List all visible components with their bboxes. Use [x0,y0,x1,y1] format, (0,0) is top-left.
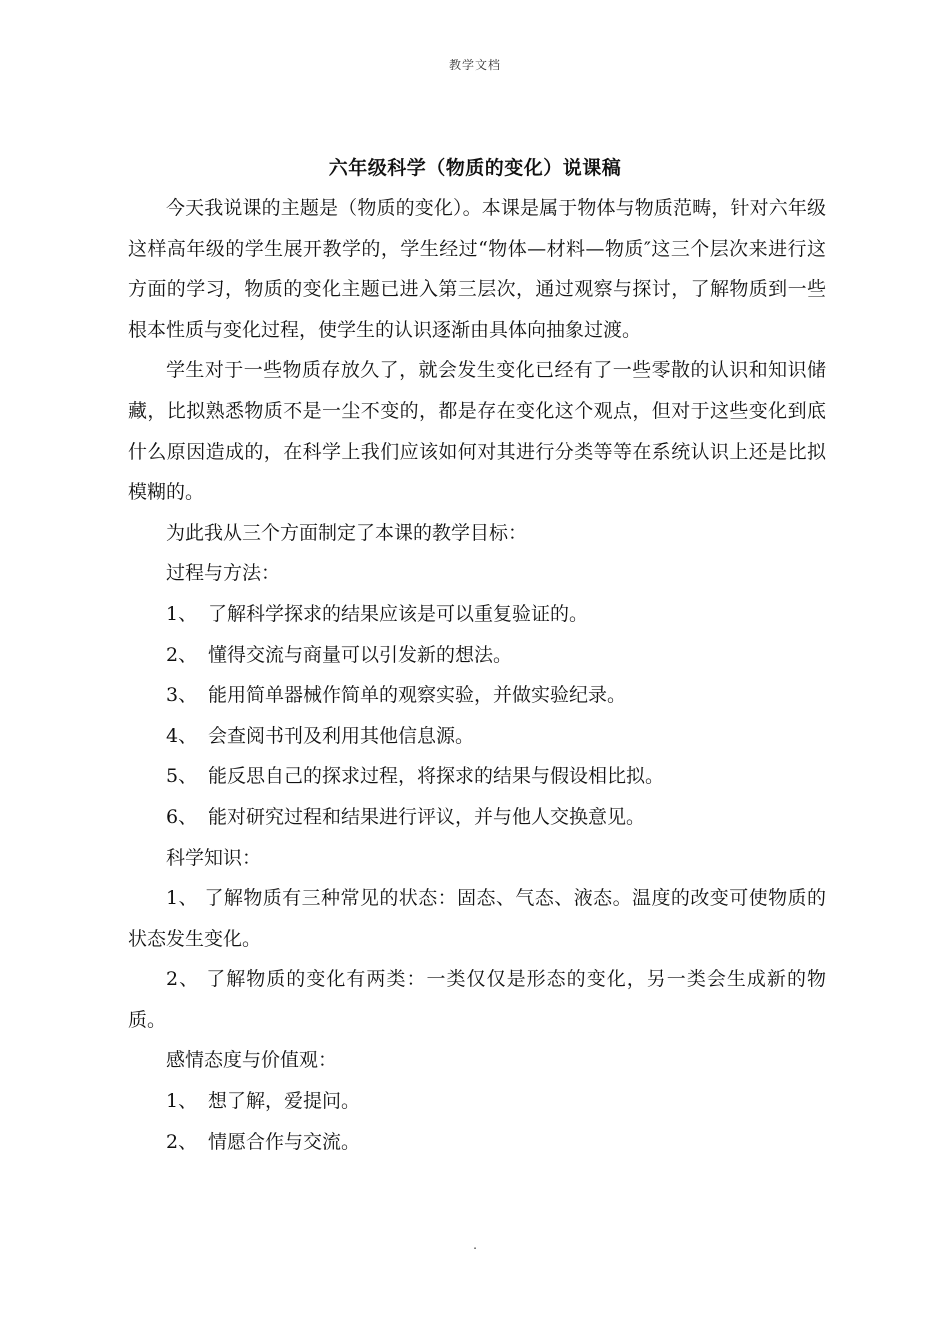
knowledge-item: 2、 了解物质的变化有两类：一类仅仅是形态的变化，另一类会生成新的物质。 [128,968,826,1031]
list-item-number: 5、 [166,765,198,788]
list-item-text: 了解科学探求的结果应该是可以重复验证的。 [208,602,589,625]
list-item [128,675,826,716]
list-item [128,756,826,797]
list-item [128,594,826,635]
section-heading-knowledge: 科学知识： [166,846,262,869]
list-item-number: 2、 [166,643,198,666]
list-item-text: 能反思自己的探求过程，将探求的结果与假设相比拟。 [208,765,665,788]
list-item-text: 能用简单器械作简单的观察实验，并做实验纪录。 [208,684,627,707]
list-item-number: 2、 [166,1130,198,1153]
list-item-number: 3、 [166,684,198,707]
list-item-text: 能对研究过程和结果进行评议，并与他人交换意见。 [208,805,646,828]
document-title: 六年级科学（物质的变化）说课稿 [328,157,622,179]
list-item-number: 6、 [166,805,198,828]
list-item-number: 4、 [166,724,198,747]
list-item-text: 懂得交流与商量可以引发新的想法。 [208,643,513,666]
page-footer-mark: . [473,1238,477,1252]
list-item-number: 1、 [166,602,198,625]
list-item-number: 1、 [166,1090,198,1113]
list-item [128,635,826,676]
list-item [128,1122,826,1163]
document-body [128,188,826,1162]
list-item-text: 情愿合作与交流。 [208,1130,361,1153]
intro-paragraph: 今天我说课的主题是（物质的变化）。本课是属于物体与物质范畴，针对六年级这样高年级的学生展开教学的，学生经过“物体—材料—物质″这三个层次来进行这方面的学习，物质的变化主题已进入第三层次，通过观察与探讨，了解物质到一些根本性质与变化过程，使学生的认识逐渐由具体向抽象过渡。 [128,197,826,341]
list-item [128,797,826,838]
section-heading-attitude: 感情态度与价值观： [166,1049,338,1072]
section-heading-process: 过程与方法： [166,562,281,585]
list-item-text: 想了解，爱提问。 [208,1090,361,1113]
goals-intro-paragraph: 为此我从三个方面制定了本课的教学目标： [166,521,528,544]
list-item-text: 会查阅书刊及利用其他信息源。 [208,724,475,747]
list-item [128,716,826,757]
knowledge-item: 1、 了解物质有三种常见的状态：固态、气态、液态。温度的改变可使物质的状态发生变化。 [128,887,826,950]
page-header: 教学文档 [448,58,501,72]
students-paragraph: 学生对于一些物质存放久了，就会发生变化已经有了一些零散的认识和知识储藏，比拟熟悉物质不是一尘不变的，都是存在变化这个观点，但对于这些变化到底什么原因造成的，在科学上我们应该如何对其进行分类等等在系统认识上还是比拟模糊的。 [128,359,826,504]
list-item [128,1081,826,1122]
